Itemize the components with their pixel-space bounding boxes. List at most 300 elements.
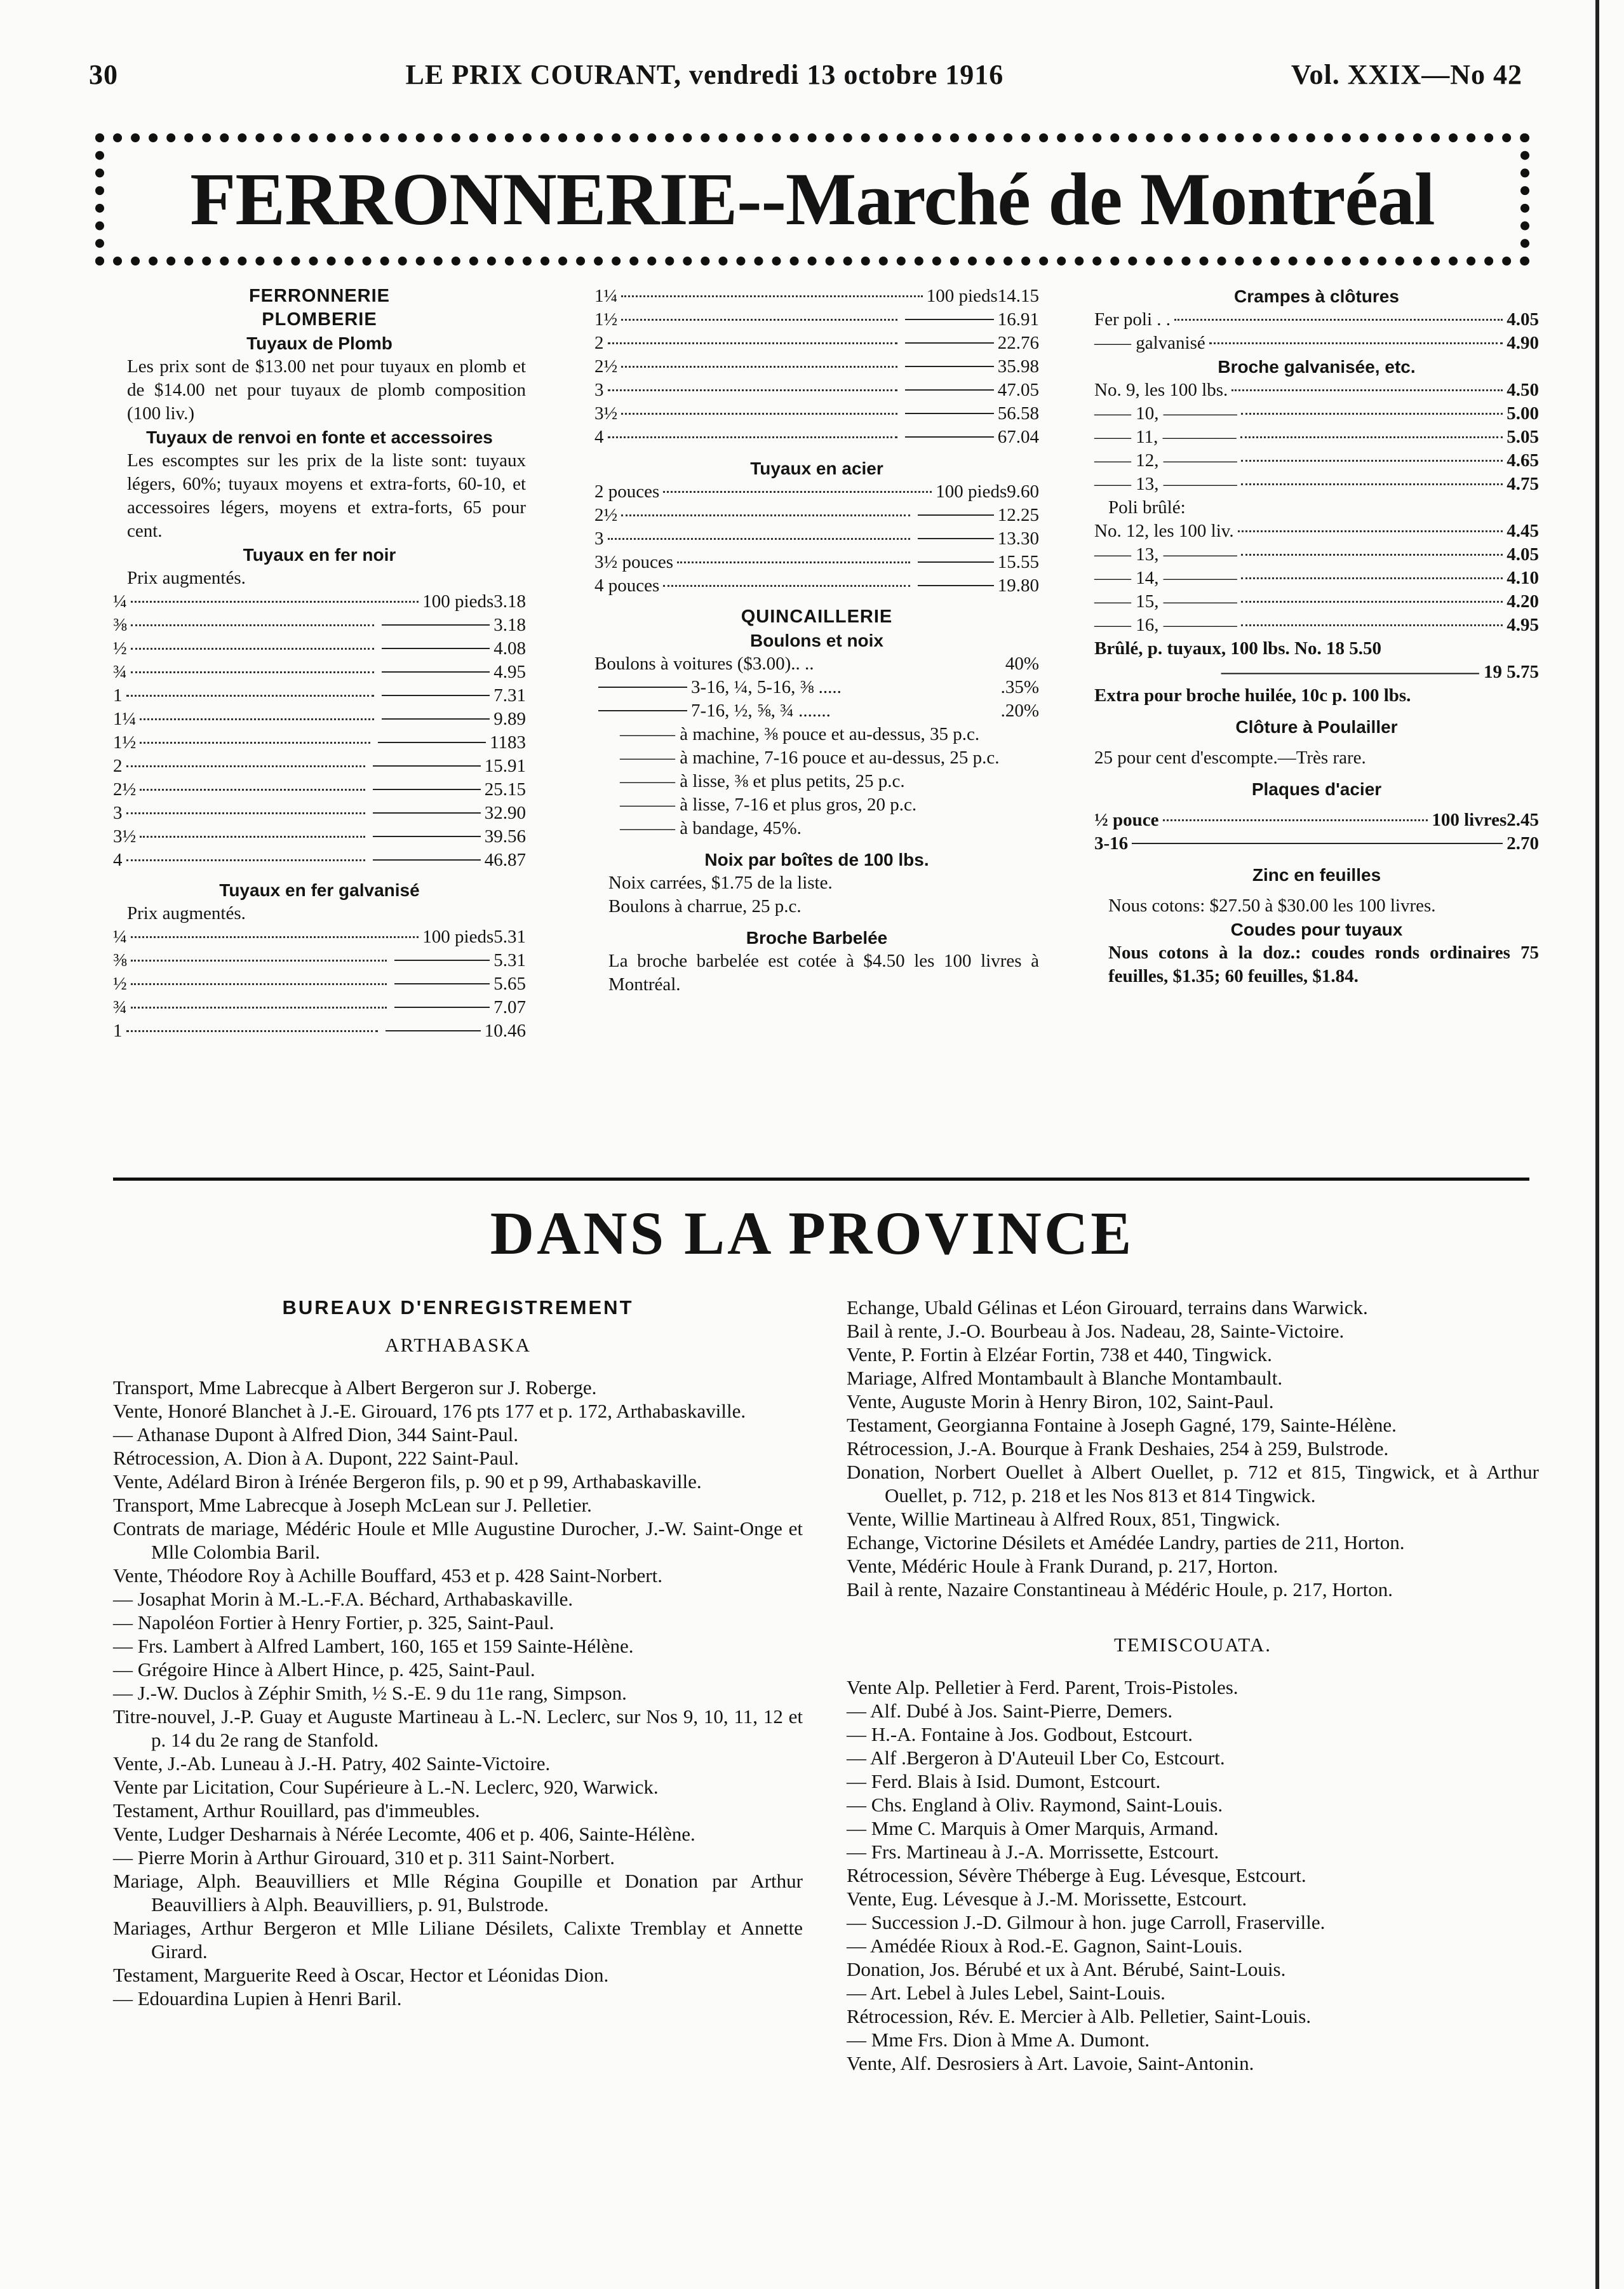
register-entry: — Succession J.-D. Gilmour à hon. juge Carroll, Fraserville. [847,1911,1325,1933]
ditto-rule [378,742,486,743]
ditto-rule [373,812,481,814]
price-value: 5.31 [493,927,526,947]
price-size: 2 [594,333,604,353]
register-entry: Vente, Médéric Houle à Frank Durand, p. 217, Horton. [847,1555,1278,1577]
price-row [113,684,526,708]
price-value: 4.75 [1507,474,1539,494]
price-list-fer-noir [113,590,526,872]
column-right [1094,285,1539,988]
ditto-rule [918,538,994,539]
price-size: 1 [113,685,123,706]
register-entry: — J.-W. Duclos à Zéphir Smith, ½ S.-E. 9 du 11e rang, Simpson. [113,1682,627,1704]
price-label: —— 16, ———— [1094,615,1237,635]
price-row [1094,567,1539,590]
price-row [594,379,1039,402]
register-entry: — Edouardina Lupien à Henri Baril. [113,1987,402,2010]
boulons-value-3: .20% [1000,701,1039,721]
price-label: —— 14, ———— [1094,568,1237,588]
price-label: No. 12, les 100 liv. [1094,521,1234,541]
register-entry: Mariages, Arthur Bergeron et Mlle Liliane Désilets, Calixte Tremblay et Annette Girard. [113,1917,803,1963]
register-entry: Titre-nouvel, J.-P. Guay et Auguste Martineau à L.-N. Leclerc, sur Nos 9, 10, 11, 12 et p. 14 du 2e rang de Stanfold. [113,1705,803,1751]
price-value: 4.05 [1507,544,1539,565]
price-value: 7.31 [493,685,526,706]
price-size: ¼ [113,927,127,947]
register-entry: — Napoléon Fortier à Henry Fortier, p. 325, Saint-Paul. [113,1611,554,1634]
register-entry: Rétrocession, A. Dion à A. Dupont, 222 Saint-Paul. [113,1447,519,1469]
heading-plomberie: PLOMBERIE [262,309,377,330]
register-entry: Echange, Ubald Gélinas et Léon Girouard, terrains dans Warwick. [847,1296,1368,1319]
heading-noix: Noix par boîtes de 100 lbs. [704,850,929,869]
price-label: —— 10, ———— [1094,403,1237,424]
noir-note: Prix augmentés. [127,568,246,588]
heading-fer-noir: Tuyaux en fer noir [243,545,396,565]
dot-leader [608,342,897,344]
register-entry: Vente, P. Fortin à Elzéar Fortin, 738 et 440, Tingwick. [847,1343,1272,1366]
price-value: 39.56 [484,826,526,847]
dot-leader [1241,554,1503,556]
renvoi-text: Les escomptes sur les prix de la liste sont: tuyaux légers, 60%; tuyaux moyens et extra-forts, 60-10, et accessoires légers, moyens et extra-forts, 65 pour cent. [127,450,526,541]
register-entry: — H.-A. Fontaine à Jos. Godbout, Estcourt. [847,1723,1193,1745]
price-value: 35.98 [997,356,1039,377]
boulons-lisse-1: ——— à lisse, ⅜ et plus petits, 25 p.c. [620,771,905,791]
page-edge-rule [1595,0,1599,2289]
dot-leader [131,936,419,938]
dot-leader [621,413,897,415]
price-value: 22.76 [997,333,1039,353]
ditto-rule [386,1030,481,1031]
heading-arthabaska: ARTHABASKA [385,1334,531,1356]
price-row [1094,308,1539,332]
register-entry: — Frs. Lambert à Alfred Lambert, 160, 165 et 159 Sainte-Hélène. [113,1635,634,1657]
price-value: 14.15 [997,286,1039,306]
dot-leader [140,789,365,791]
price-row [594,285,1039,308]
boulons-row-3 [594,699,1039,723]
heading-poulailler: Clôture à Poulailler [1235,717,1398,737]
price-row [1094,614,1539,637]
price-row [113,996,526,1019]
price-size: 3 [594,380,604,400]
register-entry: Vente, Théodore Roy à Achille Bouffard, 453 et p. 428 Saint-Norbert. [113,1564,662,1587]
price-label: —— 11, ———— [1094,427,1237,447]
heading-renvoi: Tuyaux de renvoi en fonte et accessoires [146,427,493,447]
heading-zinc: Zinc en feuilles [1252,865,1381,885]
price-size: 4 [113,850,123,870]
barbelee-text: La broche barbelée est cotée à $4.50 les 100 livres à Montréal. [608,951,1039,995]
dot-leader [1241,601,1503,603]
ditto-rule [905,389,994,391]
dot-leader [663,491,932,493]
price-value: 25.15 [484,779,526,800]
ditto-rule [373,765,481,767]
register-entry: Mariage, Alph. Beauvilliers et Mlle Régina Goupille et Donation par Arthur Beauvilliers à Alph. Beauvilliers, p. 91, Bulstrode. [113,1870,803,1916]
dot-leader [131,671,375,673]
price-value: 12.25 [997,505,1039,525]
price-size: ½ [113,638,127,659]
dot-leader [131,983,387,985]
ditto-rule [394,983,490,984]
price-row [1094,590,1539,614]
province-column-right [847,1296,1539,2075]
dot-leader [126,1030,378,1032]
price-unit: 100 pieds [936,481,1007,502]
register-entry: Vente, Ludger Desharnais à Nérée Lecomte, 406 et p. 406, Sainte-Hélène. [113,1823,695,1845]
price-value: 4.95 [1507,615,1539,635]
dot-leader [131,1007,387,1009]
price-row [594,527,1039,551]
register-entry: Testament, Marguerite Reed à Oscar, Hector et Léonidas Dion. [113,1964,609,1986]
price-value: 4.20 [1507,591,1539,612]
price-size: 3 [594,528,604,549]
price-row [1094,809,1539,832]
price-list-crampes [1094,308,1539,355]
price-value: 4.08 [493,638,526,659]
price-label: —— galvanisé [1094,333,1205,353]
price-value: 4.65 [1507,450,1539,471]
heading-quincaillerie: QUINCAILLERIE [741,607,893,627]
ditto-rule [394,1007,490,1008]
price-value: 5.65 [493,974,526,994]
ditto-rule [382,648,490,649]
price-size: 4 pouces [594,575,660,596]
register-entry: Rétrocession, Sévère Théberge à Eug. Lévesque, Estcourt. [847,1864,1306,1886]
register-entry: — Amédée Rioux à Rod.-E. Gagnon, Saint-Louis. [847,1935,1243,1957]
heading-ferronnerie: FERRONNERIE [248,286,391,306]
price-value: 5.05 [1507,427,1539,447]
boulons-row-1 [594,652,1039,676]
price-size: 4 [594,427,604,447]
price-row [1094,520,1539,543]
price-size: 3½ pouces [594,552,674,572]
price-value: 5.00 [1507,403,1539,424]
dot-leader [677,561,910,563]
ditto-rule [382,671,490,673]
register-entry: — Mme Frs. Dion à Mme A. Dumont. [847,2029,1150,2051]
dot-leader [126,765,365,767]
boulons-label-3: 7-16, ½, ⅝, ¾ ....... [691,701,831,721]
price-size: 3½ [113,826,137,847]
price-row [113,802,526,825]
price-size: 3½ [594,403,618,424]
price-row [594,355,1039,379]
register-entry: — Alf. Dubé à Jos. Saint-Pierre, Demers. [847,1700,1173,1722]
heading-barbelee: Broche Barbelée [746,928,888,948]
ditto-rule [905,342,994,344]
price-size: 1¼ [113,709,137,729]
price-row [594,308,1039,332]
price-row [594,480,1039,504]
dot-leader [608,389,897,391]
boulons-value-2: .35% [1000,677,1039,697]
price-row [594,426,1039,449]
dot-leader [131,960,387,962]
ditto-rule [918,514,994,516]
heading-temiscouata: TEMISCOUATA. [1114,1634,1272,1656]
heading-crampes: Crampes à clôtures [1234,286,1399,306]
price-row [1094,449,1539,473]
arthabaska-entries [113,1376,803,2010]
price-row [1094,473,1539,496]
register-entry: Bail à rente, Nazaire Constantineau à Médéric Houle, p. 217, Horton. [847,1578,1393,1601]
boulons-machine-1: ——— à machine, ⅜ pouce et au-dessus, 35 p.c. [620,724,980,744]
dot-leader [608,436,897,438]
price-row [1094,543,1539,567]
register-entry: — Frs. Martineau à J.-A. Morrissette, Estcourt. [847,1841,1219,1863]
price-value: 3.18 [493,591,526,612]
boulons-machine-2: ——— à machine, 7-16 pouce et au-dessus, 25 p.c. [620,748,1000,768]
ditto-rule [1132,843,1503,844]
price-row [113,590,526,614]
price-value: 5.31 [493,950,526,970]
dot-leader [621,319,897,321]
brule-19: —————————————— 19 5.75 [1221,662,1539,682]
ditto-rule [382,624,490,626]
price-value: 15.91 [484,756,526,776]
price-value: 16.91 [997,309,1039,330]
heading-tuyaux-plomb: Tuyaux de Plomb [246,333,393,353]
dot-leader [663,585,909,587]
boulons-value-1: 40% [1005,654,1039,674]
register-entry: Vente, Honoré Blanchet à J.-E. Girouard, 176 pts 177 et p. 172, Arthabaskaville. [113,1400,746,1422]
column-middle [594,285,1039,997]
boulons-bandage: ——— à bandage, 45%. [620,818,802,838]
price-value: 4.45 [1507,521,1539,541]
price-size: 2½ [594,505,618,525]
register-entry: — Grégoire Hince à Albert Hince, p. 425, Saint-Paul. [113,1658,535,1681]
ditto-rule [373,859,481,861]
heading-coudes: Coudes pour tuyaux [1230,920,1403,939]
dot-leader [621,295,923,297]
register-entry: Vente Alp. Pelletier à Ferd. Parent, Trois-Pistoles. [847,1676,1238,1698]
price-list-acier [594,480,1039,598]
price-size: ½ [113,974,127,994]
price-row [1094,379,1539,402]
price-size: 2 [113,756,123,776]
register-entry: Donation, Jos. Bérubé et ux à Ant. Bérubé, Saint-Louis. [847,1958,1286,1980]
register-entry: — Alf .Bergeron à D'Auteuil Lber Co, Estcourt. [847,1747,1225,1769]
column-left [113,285,526,1043]
register-entry: Vente, Willie Martineau à Alfred Roux, 851, Tingwick. [847,1508,1280,1530]
price-row [113,925,526,949]
dot-leader [126,812,365,814]
register-entry: — Ferd. Blais à Isid. Dumont, Estcourt. [847,1770,1161,1792]
price-size: 1½ [113,732,137,753]
price-size: ¾ [113,662,127,682]
poulailler-text: 25 pour cent d'escompte.—Très rare. [1094,748,1366,768]
price-value: 32.90 [484,803,526,823]
price-label: Fer poli . . [1094,309,1171,330]
coudes-text: Nous cotons à la doz.: coudes ronds ordinaires 75 feuilles, $1.35; 60 feuilles, $1.84. [1108,943,1539,986]
price-row [1094,332,1539,355]
price-row [594,551,1039,574]
price-label: —— 13, ———— [1094,544,1237,565]
register-entry: — Chs. England à Oliv. Raymond, Saint-Louis. [847,1794,1223,1816]
price-value: 9.60 [1007,481,1039,502]
register-entry: Testament, Arthur Rouillard, pas d'immeubles. [113,1799,480,1822]
price-value: 4.05 [1507,309,1539,330]
dot-leader [608,538,910,540]
extra-huilee: Extra pour broche huilée, 10c p. 100 lbs. [1094,685,1411,706]
dot-leader [1231,389,1503,391]
heading-boulons: Boulons et noix [750,631,883,650]
register-entry: — Josaphat Morin à M.-L.-F.A. Béchard, Arthabaskaville. [113,1588,574,1610]
price-label: No. 9, les 100 lbs. [1094,380,1228,400]
price-value: 10.46 [484,1021,526,1041]
ditto-rule [394,960,490,961]
price-value: 67.04 [997,427,1039,447]
price-row [594,402,1039,426]
journal-title: LE PRIX COURANT, vendredi 13 octobre 1916 [405,59,1004,90]
boulons-label-2: 3-16, ¼, 5-16, ⅜ ..... [691,677,842,697]
ditto-rule [382,695,490,696]
register-entry: Vente, Auguste Morin à Henry Biron, 102, Saint-Paul. [847,1390,1274,1413]
price-size: ⅜ [113,950,127,970]
price-row [113,755,526,778]
register-entry: Vente par Licitation, Cour Supérieure à L.-N. Leclerc, 920, Warwick. [113,1776,659,1798]
ditto-rule [918,561,994,563]
price-label: —— 13, ———— [1094,474,1237,494]
register-entry: Testament, Georgianna Fontaine à Joseph Gagné, 179, Sainte-Hélène. [847,1414,1397,1436]
dot-leader [1238,530,1503,532]
price-size: 2½ [594,356,618,377]
register-entry: Rétrocession, J.-A. Bourque à Frank Deshaies, 254 à 259, Bulstrode. [847,1437,1389,1460]
dot-leader [126,695,375,697]
dot-leader [1241,577,1503,579]
register-entry: Vente, J.-Ab. Luneau à J.-H. Patry, 402 Sainte-Victoire. [113,1752,551,1775]
price-value: 3.18 [493,615,526,635]
price-label: 3-16 [1094,833,1129,854]
register-entry: Bail à rente, J.-O. Bourbeau à Jos. Nadeau, 28, Sainte-Victoire. [847,1320,1345,1342]
price-unit: 100 pieds [422,591,494,612]
dot-leader [621,366,897,368]
register-entry: Mariage, Alfred Montambault à Blanche Montambault. [847,1367,1283,1389]
register-entry: Donation, Norbert Ouellet à Albert Ouellet, p. 712 et 815, Tingwick, et à Arthur Ouellet, p. 712, p. 218 et les Nos 813 et 814 Tingwick. [847,1461,1539,1507]
price-value: 13.30 [997,528,1039,549]
price-value: 56.58 [997,403,1039,424]
register-entry: Echange, Victorine Désilets et Amédée Landry, parties de 211, Horton. [847,1531,1405,1554]
price-size: ¼ [113,591,127,612]
volume-number: Vol. XXIX—No 42 [1291,59,1522,90]
ditto-rule [373,836,481,837]
section-banner [95,133,1529,265]
price-size: ⅜ [113,615,127,635]
price-list-fer-galv [113,925,526,1043]
ditto-rule [905,436,994,438]
register-entry: Transport, Mme Labrecque à Joseph McLean sur J. Pelletier. [113,1494,592,1516]
province-column-left [113,1296,803,2010]
heading-plaques: Plaques d'acier [1251,779,1382,799]
temiscouata-entries [847,1675,1539,2075]
register-entry: Vente, Alf. Desrosiers à Art. Lavoie, Saint-Antonin. [847,2052,1254,2074]
noix-line-2: Boulons à charrue, 25 p.c. [608,896,802,916]
price-row [113,949,526,972]
price-value: 4.90 [1507,333,1539,353]
price-size: 1½ [594,309,618,330]
dot-leader [1240,436,1503,438]
dot-leader [621,514,910,516]
price-value: 2.70 [1507,833,1539,854]
boulons-row-2 [594,676,1039,699]
heading-fer-galv: Tuyaux en fer galvanisé [219,880,420,900]
register-entry: — Mme C. Marquis à Omer Marquis, Armand. [847,1817,1219,1839]
register-entry: — Pierre Morin à Arthur Girouard, 310 et p. 311 Saint-Norbert. [113,1846,615,1869]
register-entry: — Art. Lebel à Jules Lebel, Saint-Louis. [847,1982,1165,2004]
price-row [113,637,526,661]
price-unit: 100 livres [1432,810,1507,830]
price-value: 15.55 [997,552,1039,572]
price-row [113,778,526,802]
price-row [1094,426,1539,449]
ditto-rule [905,366,994,367]
price-size: 2½ [113,779,137,800]
dot-leader [1209,342,1503,344]
galv-note: Prix augmentés. [127,903,246,923]
register-entry: Vente, Eug. Lévesque à J.-M. Morissette, Estcourt. [847,1888,1247,1910]
heading-bureaux: BUREAUX D'ENREGISTREMENT [282,1296,634,1319]
ditto-rule [918,585,994,586]
province-title: DANS LA PROVINCE [490,1199,1134,1267]
price-row [1094,832,1539,856]
price-label: —— 15, ———— [1094,591,1237,612]
price-row [113,1019,526,1043]
price-label: ½ pouce [1094,810,1159,830]
price-value: 1183 [490,732,526,753]
price-label: —— 12, ———— [1094,450,1237,471]
section-divider [113,1178,1529,1181]
price-list-plaques [1094,809,1539,856]
price-unit: 100 pieds [422,927,494,947]
price-value: 9.89 [493,709,526,729]
dot-leader [1241,483,1503,485]
brule-tuyaux: Brûlé, p. tuyaux, 100 lbs. No. 18 5.50 [1094,638,1381,659]
price-row [113,825,526,849]
price-row [1094,402,1539,426]
price-value: 46.87 [484,850,526,870]
page-number: 30 [89,59,118,90]
zinc-text: Nous cotons: $27.50 à $30.00 les 100 livres. [1108,896,1436,916]
dot-leader [1174,319,1503,321]
price-row [113,708,526,731]
price-value: 2.45 [1507,810,1539,830]
price-value: 4.50 [1507,380,1539,400]
price-list-broche [1094,379,1539,496]
dot-leader [140,836,365,838]
heading-broche: Broche galvanisée, etc. [1218,357,1416,377]
register-entry: Rétrocession, Rév. E. Mercier à Alb. Pelletier, Saint-Louis. [847,2005,1312,2027]
arthabaska-entries-cont [847,1296,1539,1601]
price-list-galv-cont [594,285,1039,449]
dot-leader [126,859,365,861]
price-size: 1 [113,1021,123,1041]
price-size: 3 [113,803,123,823]
register-entry: Transport, Mme Labrecque à Albert Bergeron sur J. Roberge. [113,1376,597,1399]
price-size: 2 pouces [594,481,660,502]
price-row [113,849,526,872]
boulons-label-1: Boulons à voitures ($3.00).. .. [594,654,814,674]
price-size: 1¼ [594,286,618,306]
price-row [594,504,1039,527]
ditto-rule [905,319,994,320]
price-row [113,972,526,996]
price-row [113,661,526,684]
plomb-text: Les prix sont de $13.00 net pour tuyaux en plomb et de $14.00 net pour tuyaux de plomb composition (100 liv.) [127,356,526,424]
price-value: 4.10 [1507,568,1539,588]
boulons-lisse-2: ——— à lisse, 7-16 et plus gros, 20 p.c. [620,795,917,815]
price-value: 7.07 [493,997,526,1017]
register-entry: Contrats de mariage, Médéric Houle et Mlle Augustine Durocher, J.-W. Saint-Onge et Mlle Colombia Baril. [113,1517,803,1563]
running-header [89,58,1522,91]
ditto-rule [905,413,994,414]
